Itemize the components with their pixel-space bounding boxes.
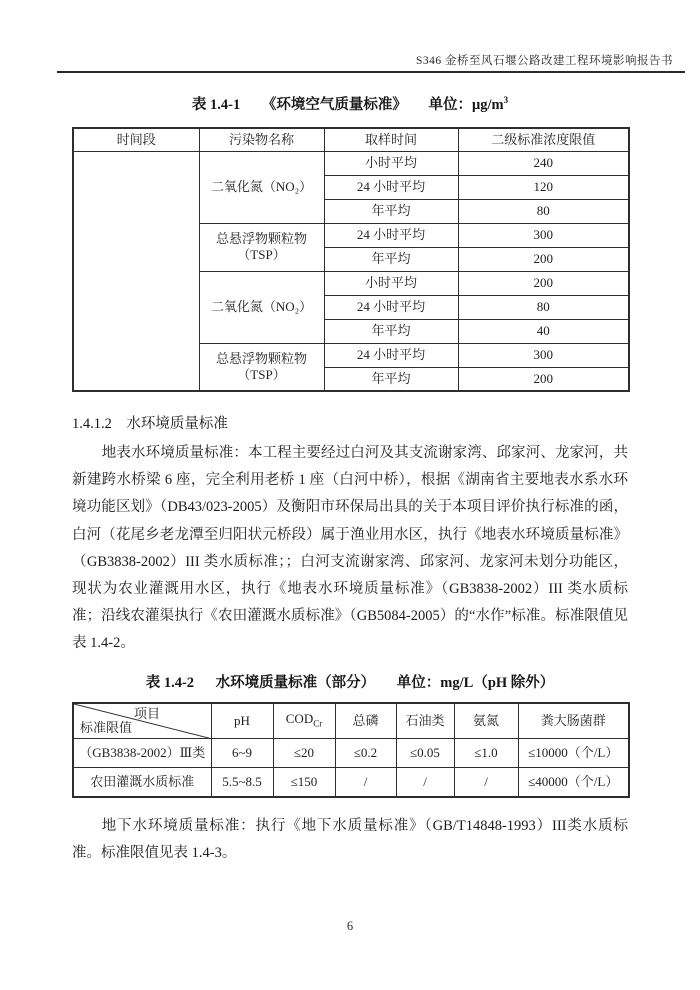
water-col-total-phosphorus: 总磷 xyxy=(335,703,396,739)
air-cell-pollutant: 二氧化氮（NO₂） xyxy=(199,151,324,223)
air-cell-pollutant: 总悬浮物颗粒物 （TSP） xyxy=(199,343,324,391)
air-table-title-label: 表 1.4-1 xyxy=(191,97,241,113)
surface-water-paragraph: 地表水环境质量标准：本工程主要经过白河及其支流谢家湾、邱家河、龙家河，共新建跨水桥梁 6 座，完全利用老桥 1 座（白河中桥），根据《湖南省主要地表水系水环境功能区划》（DB43/023-2005）及衡阳市环保局出具的关于本项目评价执行标准的函，白河（花尾乡老龙潭至归阳状元桥段）属于渔业用水区，执行《地表水环境质量标准》（GB3838-2002）III 类水质标准；；白河支流谢家湾、邱家河、龙家河未划分功能区，现状为农业灌溉用水区，执行《地表水环境质量标准》（GB3838-2002）III 类水质标准；沿线农灌渠执行《农田灌溉水质标准》（GB5084-2005）的“水作”标准。标准限值见表 1.4-2。 xyxy=(72,445,628,652)
water-cell-coliform: ≤10000（个/L） xyxy=(518,739,629,768)
water-quality-table xyxy=(72,702,630,798)
air-cell-value: 200 xyxy=(458,367,629,391)
water-cell-oil: ≤0.05 xyxy=(396,739,454,768)
air-cell-time: 年平均 xyxy=(324,247,458,271)
header-rule xyxy=(57,71,685,73)
air-cell-pollutant: 二氧化氮（NO₂） xyxy=(199,271,324,343)
water-cell-ph: 6~9 xyxy=(211,739,273,768)
air-quality-table xyxy=(72,127,630,392)
water-col-coliform: 粪大肠菌群 xyxy=(518,703,629,739)
water-cell-oil: / xyxy=(396,768,454,797)
air-col-sampling-time: 取样时间 xyxy=(324,128,458,151)
water-row-label: 农田灌溉水质标准 xyxy=(73,768,211,797)
water-cell-tp: ≤0.2 xyxy=(335,739,396,768)
water-corner-limit-label: 标准限值 xyxy=(80,720,133,736)
water-table-header-row xyxy=(73,703,629,739)
air-cell-pollutant: 总悬浮物颗粒物 （TSP） xyxy=(199,223,324,271)
air-table-title-text: 《环境空气质量标准》 xyxy=(261,97,407,113)
table-row xyxy=(73,739,629,768)
air-cell-value: 120 xyxy=(458,175,629,199)
water-col-petroleum: 石油类 xyxy=(396,703,454,739)
air-cell-value: 80 xyxy=(458,295,629,319)
water-corner-item-label: 项目 xyxy=(134,705,161,721)
water-col-cod xyxy=(273,703,335,739)
water-col-ph: pH xyxy=(211,703,273,739)
air-cell-time: 年平均 xyxy=(324,367,458,391)
groundwater-paragraph: 地下水环境质量标准：执行《地下水质量标准》（GB/T14848-1993）III类水质标准。标准限值见表 1.4-3。 xyxy=(72,817,628,861)
water-table-title-label: 表 1.4-2 xyxy=(145,674,195,691)
air-cell-time: 小时平均 xyxy=(324,151,458,175)
air-table-unit-sup: 3 xyxy=(503,95,509,106)
air-col-period: 时间段 xyxy=(73,128,199,151)
air-cell-value: 40 xyxy=(458,319,629,343)
air-cell-time: 年平均 xyxy=(324,199,458,223)
air-table-title xyxy=(72,93,628,114)
air-cell-time: 24 小时平均 xyxy=(324,175,458,199)
table-row xyxy=(73,768,629,797)
air-cell-time: 小时平均 xyxy=(324,271,458,295)
table-row xyxy=(73,151,629,175)
air-col-pollutant: 污染物名称 xyxy=(199,128,324,151)
water-cell-coliform: ≤40000（个/L） xyxy=(518,768,629,797)
air-cell-time: 24 小时平均 xyxy=(324,343,458,367)
air-cell-value: 200 xyxy=(458,247,629,271)
water-cell-tp: / xyxy=(335,768,396,797)
air-table-header-row xyxy=(73,128,629,151)
air-col-limit: 二级标准浓度限值 xyxy=(458,128,629,151)
air-cell-period xyxy=(73,151,199,391)
water-cell-cod: ≤150 xyxy=(273,768,335,797)
air-cell-time: 24 小时平均 xyxy=(324,223,458,247)
water-col-cod-sub: Cr xyxy=(313,718,323,729)
air-cell-time: 年平均 xyxy=(324,319,458,343)
water-row-label: （GB3838-2002）Ⅲ类 xyxy=(73,739,211,768)
air-cell-value: 240 xyxy=(458,151,629,175)
air-cell-value: 200 xyxy=(458,271,629,295)
air-table-unit-main: 单位：μg/m xyxy=(428,97,504,113)
water-cell-nh3: / xyxy=(454,768,518,797)
section-heading: 1.4.1.2 水环境质量标准 xyxy=(72,416,228,432)
water-cell-nh3: ≤1.0 xyxy=(454,739,518,768)
air-table-title-unit xyxy=(429,97,509,113)
air-cell-value: 80 xyxy=(458,199,629,223)
water-cell-cod: ≤20 xyxy=(273,739,335,768)
water-col-cod-main: COD xyxy=(285,710,314,726)
page-content xyxy=(72,89,628,867)
water-table-title xyxy=(72,671,628,692)
water-table-title-text: 水环境质量标准（部分） xyxy=(215,674,376,691)
page-number: 6 xyxy=(346,919,354,933)
water-cell-ph: 5.5~8.5 xyxy=(211,768,273,797)
water-corner-cell xyxy=(73,703,211,739)
running-header-title: S346 金桥至风石堰公路改建工程环境影响报告书 xyxy=(415,55,673,67)
air-cell-value: 300 xyxy=(458,223,629,247)
water-col-ammonia: 氨氮 xyxy=(454,703,518,739)
air-cell-value: 300 xyxy=(458,343,629,367)
air-cell-time: 24 小时平均 xyxy=(324,295,458,319)
water-table-title-unit: 单位：mg/L（pH 除外） xyxy=(396,674,555,691)
